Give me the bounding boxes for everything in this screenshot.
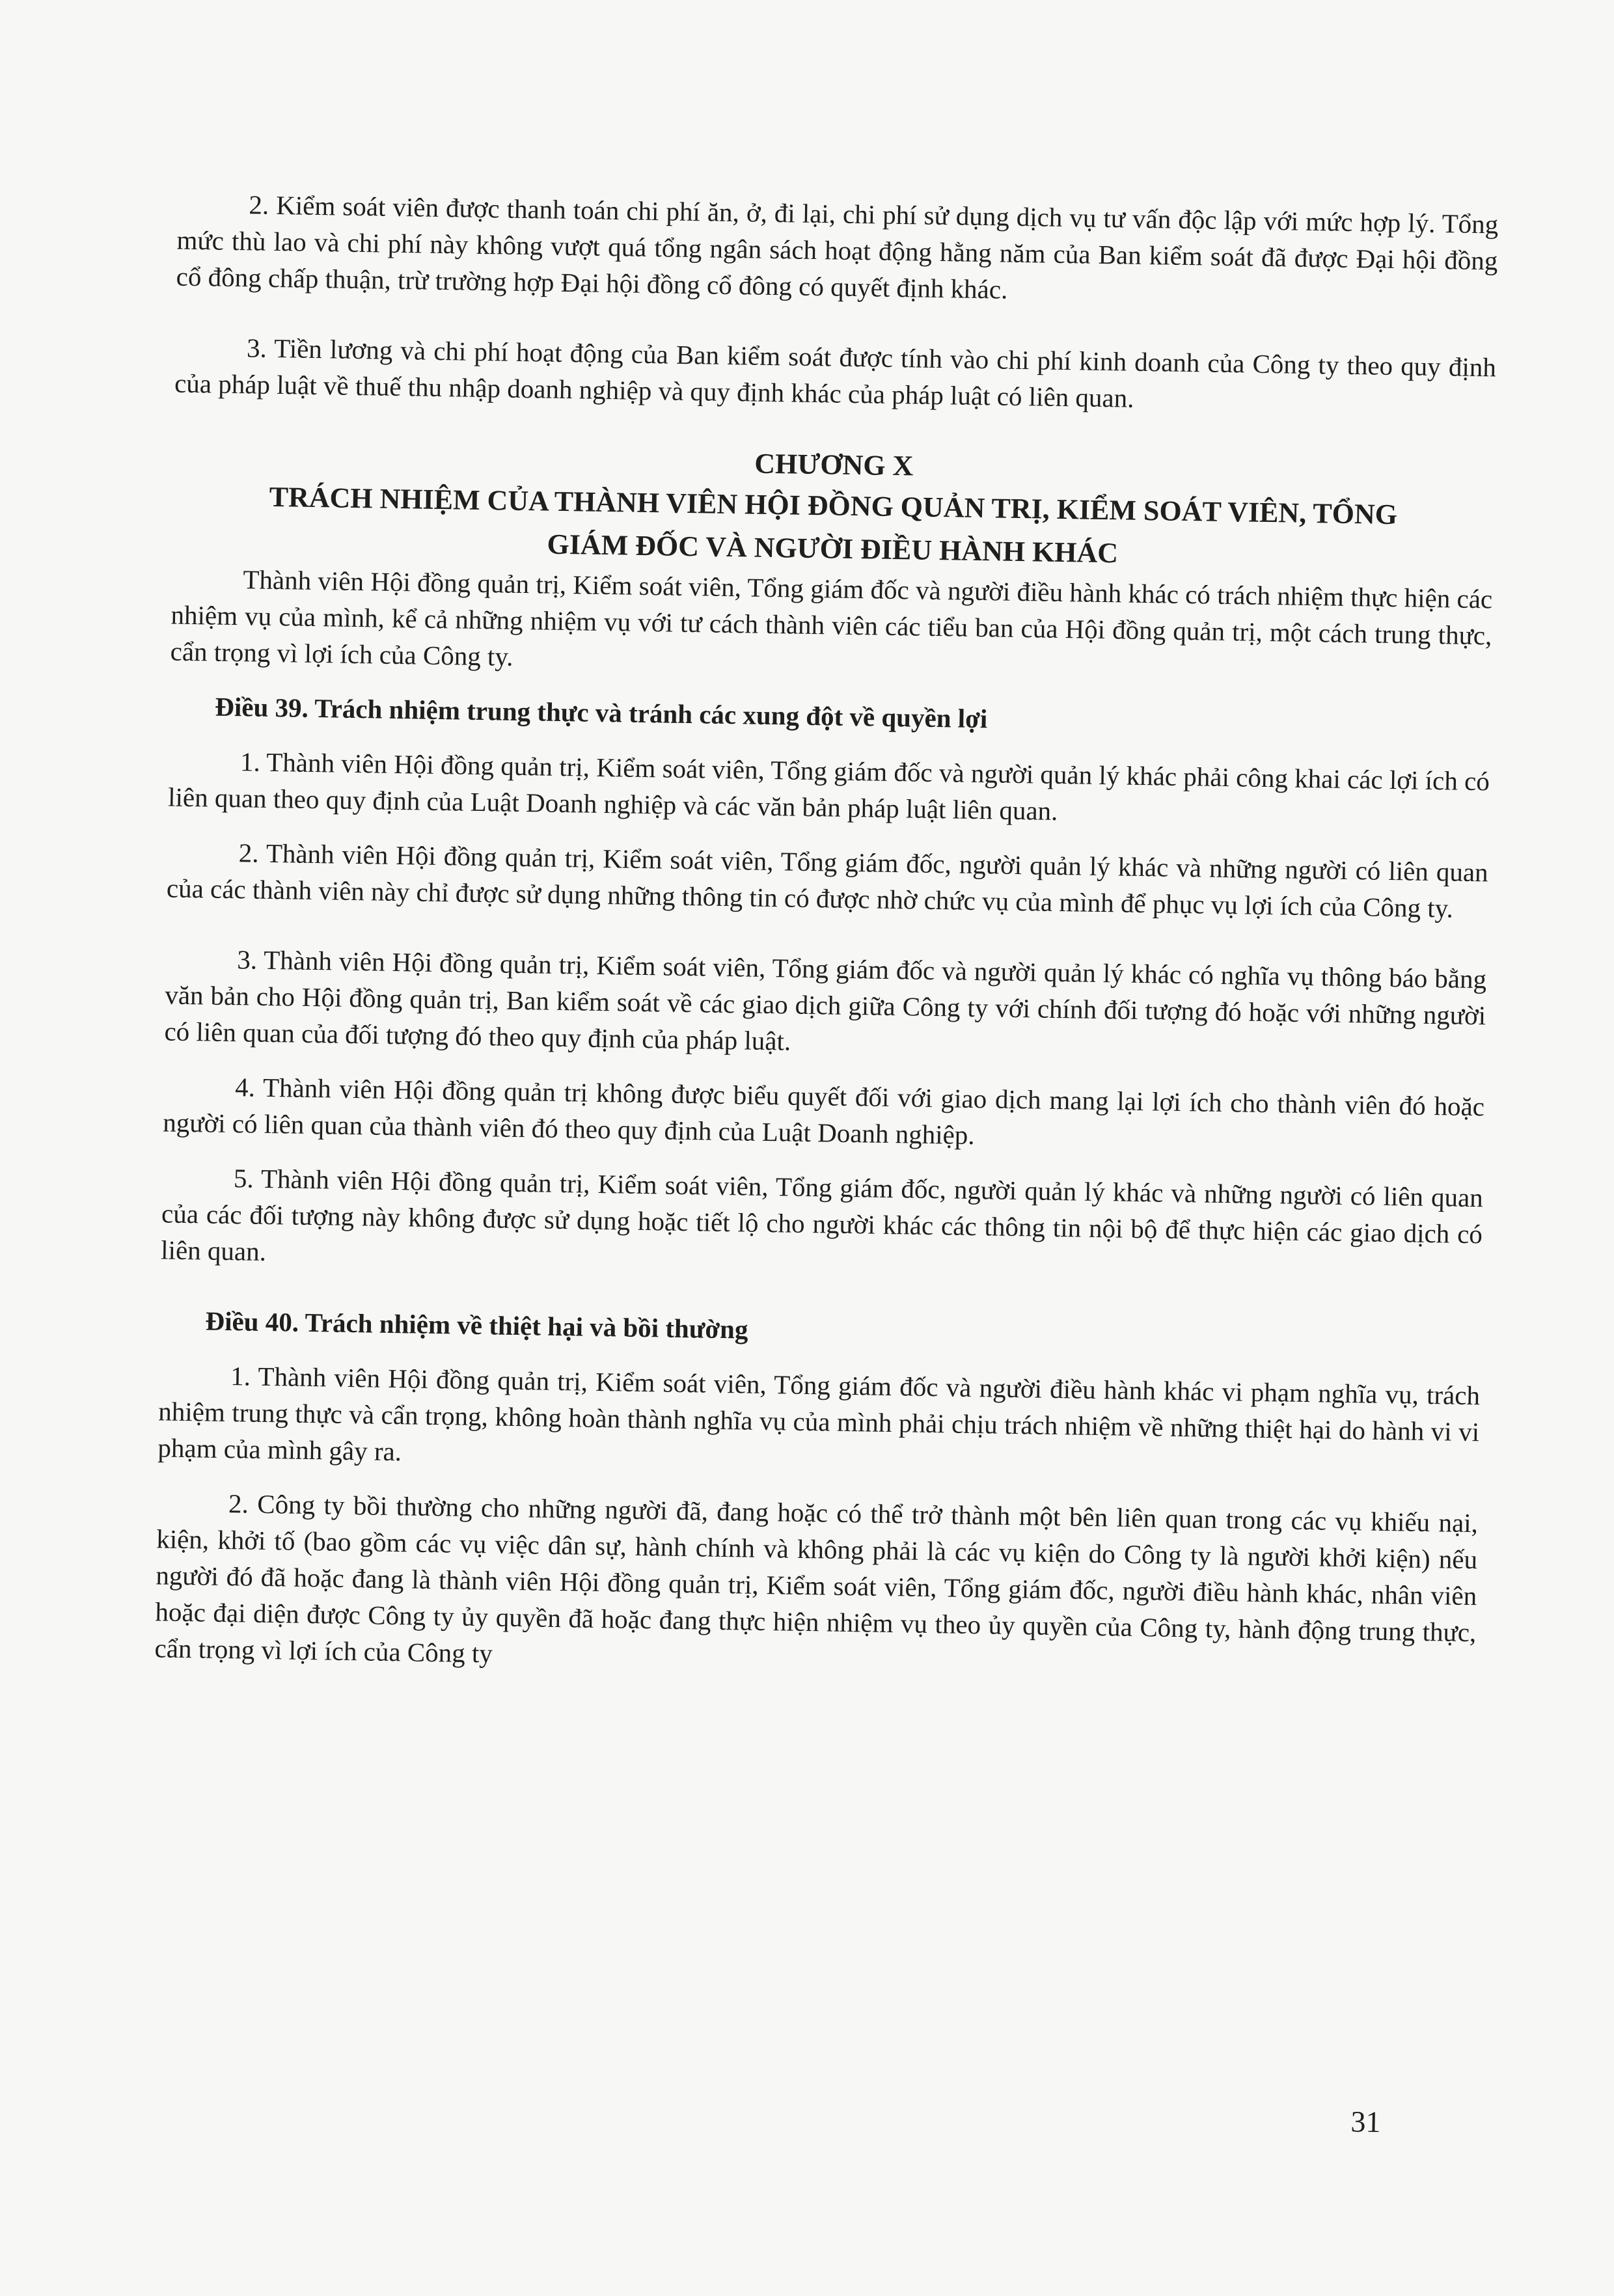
paragraph-3: 3. Tiền lương và chi phí hoạt động của Ban kiểm soát được tính vào chi phí kinh doanh của Công ty theo quy định của pháp luật về thuế thu nhập doanh nghiệp và quy định khác của pháp luật có liên quan. bbox=[174, 333, 1497, 413]
article-40-clause-1: 1. Thành viên Hội đồng quản trị, Kiểm soát viên, Tổng giám đốc và người điều hành khác vi phạm nghĩa vụ, trách nhiệm trung thực và cẩn trọng, không hoàn thành nghĩa vụ của mình phải chịu trách nhiệm về những thiệt hại do hành vi vi phạm của mình gây ra. bbox=[157, 1361, 1481, 1467]
article-39-clause-5: 5. Thành viên Hội đồng quản trị, Kiểm soát viên, Tổng giám đốc, người quản lý khác và những người có liên quan của các đối tượng này không được sử dụng hoặc tiết lộ cho người khác các thông tin nội bộ để thực hiện các giao dịch có liên quan. bbox=[160, 1163, 1484, 1266]
article-40-clause-2: 2. Công ty bồi thường cho những người đã, đang hoặc có thể trở thành một bên liên quan trong các vụ khiếu nại, kiện, khởi tố (bao gồm các vụ việc dân sự, hành chính và không phải là các vụ kiện do Công ty là người khởi kiện) nếu người đó đã hoặc đang là thành viên Hội đồng quản trị, Kiểm soát viên, Tổng giám đốc, người điều hành khác, nhân viên hoặc đại diện được Công ty ủy quyền đã hoặc đang thực hiện nhiệm vụ theo ủy quyền của Công ty, hành động trung thực, cẩn trọng vì lợi ích của Công ty bbox=[154, 1488, 1479, 1669]
article-39-clause-3: 3. Thành viên Hội đồng quản trị, Kiểm soát viên, Tổng giám đốc và người quản lý khác có nghĩa vụ thông báo bằng văn bản cho Hội đồng quản trị, Ban kiểm soát về các giao dịch giữa Công ty với chính đối tượng đó hoặc với những người có liên quan của đối tượng đó theo quy định của pháp luật. bbox=[164, 944, 1487, 1056]
chapter-label: CHƯƠNG X bbox=[754, 447, 914, 482]
chapter-title-line2: GIÁM ĐỐC VÀ NGƯỜI ĐIỀU HÀNH KHÁC bbox=[547, 528, 1119, 569]
page-number: 31 bbox=[1350, 2105, 1381, 2139]
chapter-intro: Thành viên Hội đồng quản trị, Kiểm soát viên, Tổng giám đốc và người điều hành khác có trách nhiệm thực hiện các nhiệm vụ của mình, kể cả những nhiệm vụ với tư cách thành viên các tiểu ban của Hội đồng quản trị, một cách trung thực, cẩn trọng vì lợi ích của Công ty. bbox=[170, 564, 1493, 672]
article-40-heading: Điều 40. Trách nhiệm về thiệt hại và bồi thường bbox=[205, 1305, 748, 1345]
article-39-heading: Điều 39. Trách nhiệm trung thực và tránh các xung đột về quyền lợi bbox=[215, 691, 988, 734]
article-39-clause-4: 4. Thành viên Hội đồng quản trị không được biểu quyết đối với giao dịch mang lại lợi ích cho thành viên đó hoặc người có liên quan của thành viên đó theo quy định của Luật Doanh nghiệp. bbox=[162, 1072, 1485, 1151]
paragraph-2: 2. Kiểm soát viên được thanh toán chi phí ăn, ở, đi lại, chi phí sử dụng dịch vụ tư vấn độc lập với mức hợp lý. Tổng mức thù lao và chi phí này không vượt quá tổng ngân sách hoạt động hằng năm của Ban kiểm soát đã được Đại hội đồng cổ đông chấp thuận, trừ trường hợp Đại hội đồng cổ đông có quyết định khác. bbox=[176, 189, 1499, 305]
chapter-title-line1: TRÁCH NHIỆM CỦA THÀNH VIÊN HỘI ĐỒNG QUẢN TRỊ, KIỂM SOÁT VIÊN, TỔNG bbox=[269, 480, 1398, 531]
article-39-clause-1: 1. Thành viên Hội đồng quản trị, Kiểm soát viên, Tổng giám đốc và người quản lý khác phải công khai các lợi ích có liên quan theo quy định của Luật Doanh nghiệp và các văn bản pháp luật liên quan. bbox=[167, 746, 1490, 826]
article-39-clause-2: 2. Thành viên Hội đồng quản trị, Kiểm soát viên, Tổng giám đốc, người quản lý khác và những người có liên quan của các thành viên này chỉ được sử dụng những thông tin có được nhờ chức vụ của mình để phục vụ lợi ích của Công ty. bbox=[166, 838, 1488, 923]
